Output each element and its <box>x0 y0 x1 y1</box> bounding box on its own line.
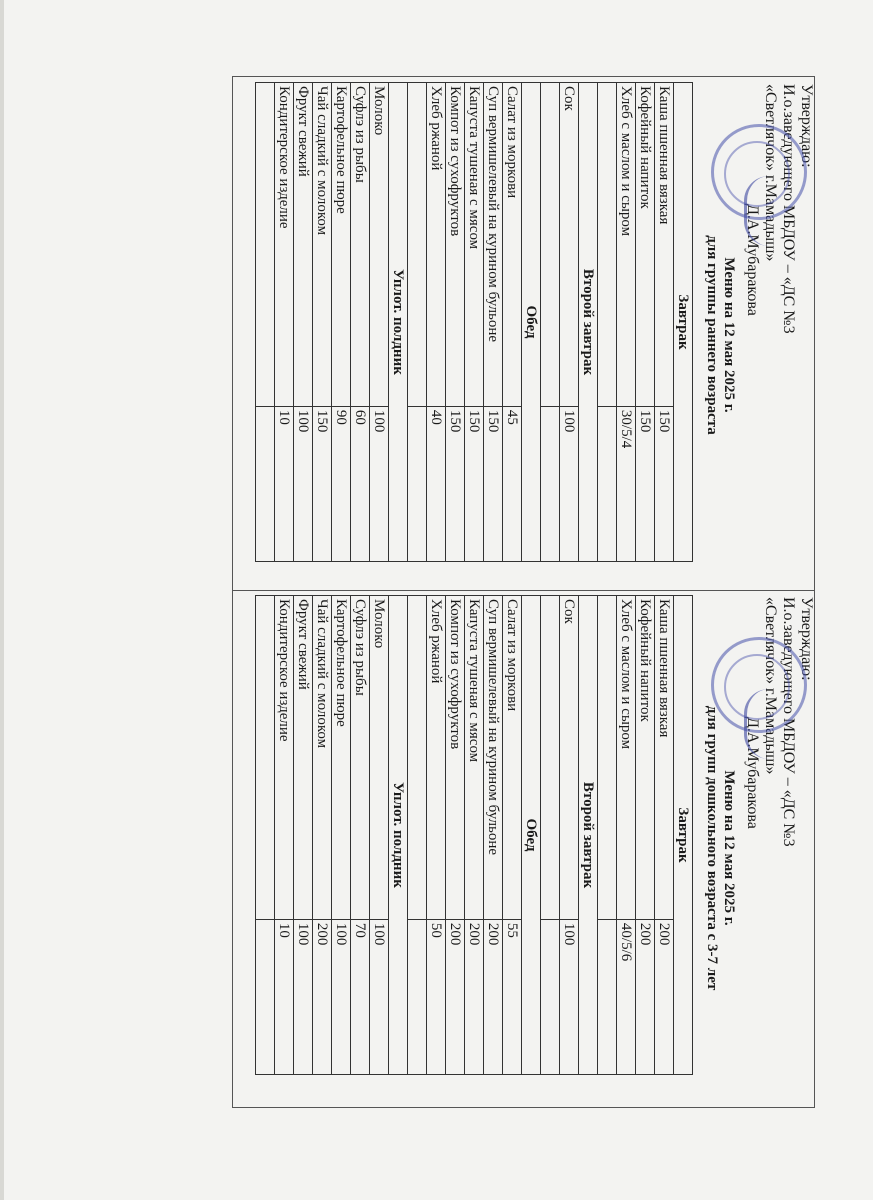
half-divider <box>232 590 815 591</box>
table-row <box>503 83 522 562</box>
dish-name: Молоко <box>370 596 389 920</box>
section-second-breakfast: Второй завтрак <box>579 596 598 1075</box>
dish-qty: 100 <box>332 919 351 1074</box>
table-row <box>655 596 674 1075</box>
section-header <box>579 83 598 562</box>
dish-name: Чай сладкий с молоком <box>313 83 332 407</box>
dish-name: Чай сладкий с молоком <box>313 596 332 920</box>
section-breakfast: Завтрак <box>674 596 693 1075</box>
dish-name: Хлеб ржаной <box>427 596 446 920</box>
table-row <box>465 83 484 562</box>
dish-qty: 100 <box>370 406 389 561</box>
section-header <box>579 596 598 1075</box>
dish-qty: 100 <box>294 406 313 561</box>
dish-name: Молоко <box>370 83 389 407</box>
dish-qty: 45 <box>503 406 522 561</box>
empty-cell <box>598 596 617 920</box>
empty-cell <box>256 406 275 561</box>
dish-qty: 55 <box>503 919 522 1074</box>
dish-name: Хлеб ржаной <box>427 83 446 407</box>
section-header <box>522 596 541 1075</box>
signature-icon <box>744 689 769 759</box>
empty-cell <box>408 919 427 1074</box>
empty-cell <box>598 83 617 407</box>
dish-qty: 100 <box>560 406 579 561</box>
dish-qty: 100 <box>560 919 579 1074</box>
table-row <box>636 596 655 1075</box>
dish-name: Кофейный напиток <box>636 83 655 407</box>
group-title: для группы раннего возраста <box>704 235 720 435</box>
empty-cell <box>541 919 560 1074</box>
section-header <box>522 83 541 562</box>
approval-heading: Утверждаю: <box>798 597 815 681</box>
empty-cell <box>408 596 427 920</box>
section-snack: Уплот. полдник <box>389 83 408 562</box>
dish-name: Кондитерское изделие <box>275 83 294 407</box>
dish-qty: 200 <box>465 919 484 1074</box>
dish-qty: 200 <box>655 919 674 1074</box>
table-row <box>275 596 294 1075</box>
table-row <box>617 596 636 1075</box>
dish-name: Картофельное пюре <box>332 83 351 407</box>
dish-qty: 150 <box>446 406 465 561</box>
empty-cell <box>541 596 560 920</box>
table-row <box>598 596 617 1075</box>
table-row <box>275 83 294 562</box>
dish-qty: 40/5/6 <box>617 919 636 1074</box>
dish-name: Суфлэ из рыбы <box>351 596 370 920</box>
table-row <box>332 83 351 562</box>
section-header <box>674 83 693 562</box>
table-row <box>256 83 275 562</box>
dish-name: Компот из сухофруктов <box>446 596 465 920</box>
dish-name: Суп вермишелевый на курином бульоне <box>484 83 503 407</box>
table-row <box>427 596 446 1075</box>
dish-qty: 150 <box>636 406 655 561</box>
dish-name: Компот из сухофруктов <box>446 83 465 407</box>
dish-qty: 200 <box>446 919 465 1074</box>
dish-name: Хлеб с маслом и сыром <box>617 83 636 407</box>
dish-qty: 200 <box>313 919 332 1074</box>
table-row <box>484 83 503 562</box>
dish-name: Фрукт свежий <box>294 83 313 407</box>
dish-qty: 70 <box>351 919 370 1074</box>
table-row <box>313 596 332 1075</box>
section-header <box>674 596 693 1075</box>
approval-heading: Утверждаю: <box>798 84 815 168</box>
dish-name: Капуста тушеная с мясом <box>465 596 484 920</box>
dish-qty: 50 <box>427 919 446 1074</box>
table-row <box>484 596 503 1075</box>
table-row <box>541 83 560 562</box>
section-header <box>389 83 408 562</box>
table-row <box>617 83 636 562</box>
table-row <box>294 83 313 562</box>
dish-name: Кофейный напиток <box>636 596 655 920</box>
dish-qty: 10 <box>275 919 294 1074</box>
table-row <box>503 596 522 1075</box>
menu-early-age <box>235 82 815 588</box>
dish-qty: 150 <box>465 406 484 561</box>
approval-organization: «Светлячок» г.Мамадыш» <box>762 84 779 262</box>
dish-qty: 10 <box>275 406 294 561</box>
page-edge <box>0 0 4 1200</box>
table-row <box>541 596 560 1075</box>
empty-cell <box>408 83 427 407</box>
empty-cell <box>598 406 617 561</box>
dish-name: Салат из моркови <box>503 596 522 920</box>
dish-qty: 150 <box>655 406 674 561</box>
dish-qty: 30/5/4 <box>617 406 636 561</box>
approval-position: И.о.заведующего МБДОУ – «ДС №3 <box>780 84 797 334</box>
menu-table <box>255 82 693 562</box>
dish-name: Сок <box>560 596 579 920</box>
dish-qty: 40 <box>427 406 446 561</box>
table-row <box>598 83 617 562</box>
table-row <box>313 83 332 562</box>
table-row <box>351 596 370 1075</box>
empty-cell <box>541 83 560 407</box>
approval-signatory: Д.А.Мубаракова <box>744 717 761 829</box>
dish-qty: 150 <box>313 406 332 561</box>
signature-icon <box>744 176 769 246</box>
dish-name: Салат из моркови <box>503 83 522 407</box>
menu-preschool-age <box>235 595 815 1101</box>
empty-cell <box>256 919 275 1074</box>
approval-block <box>743 597 815 1101</box>
empty-cell <box>541 406 560 561</box>
dish-qty: 100 <box>294 919 313 1074</box>
table-row <box>446 83 465 562</box>
section-snack: Уплот. полдник <box>389 596 408 1075</box>
table-row <box>655 83 674 562</box>
table-row <box>294 596 313 1075</box>
section-second-breakfast: Второй завтрак <box>579 83 598 562</box>
dish-name: Каша пшенная вязкая <box>655 596 674 920</box>
table-row <box>446 596 465 1075</box>
table-row <box>332 596 351 1075</box>
table-row <box>370 596 389 1075</box>
section-breakfast: Завтрак <box>674 83 693 562</box>
dish-name: Кондитерское изделие <box>275 596 294 920</box>
dish-qty: 90 <box>332 406 351 561</box>
table-row <box>560 83 579 562</box>
dish-name: Фрукт свежий <box>294 596 313 920</box>
empty-cell <box>256 83 275 407</box>
dish-name: Сок <box>560 83 579 407</box>
approval-block <box>743 84 815 588</box>
table-row <box>351 83 370 562</box>
table-row <box>408 83 427 562</box>
table-row <box>427 83 446 562</box>
dish-qty: 200 <box>484 919 503 1074</box>
approval-signatory: Д.А.Мубаракова <box>744 204 761 316</box>
table-row <box>408 596 427 1075</box>
table-row <box>636 83 655 562</box>
section-lunch: Обед <box>522 596 541 1075</box>
dish-name: Суфлэ из рыбы <box>351 83 370 407</box>
menu-table <box>255 595 693 1075</box>
empty-cell <box>408 406 427 561</box>
table-row <box>465 596 484 1075</box>
dish-qty: 200 <box>636 919 655 1074</box>
table-row <box>370 83 389 562</box>
dish-name: Каша пшенная вязкая <box>655 83 674 407</box>
dish-qty: 100 <box>370 919 389 1074</box>
dish-qty: 60 <box>351 406 370 561</box>
table-row <box>256 596 275 1075</box>
empty-cell <box>256 596 275 920</box>
table-row <box>560 596 579 1075</box>
dish-name: Картофельное пюре <box>332 596 351 920</box>
menu-title: Меню на 12 мая 2025 г. <box>721 257 737 413</box>
dish-name: Капуста тушеная с мясом <box>465 83 484 407</box>
approval-position: И.о.заведующего МБДОУ – «ДС №3 <box>780 597 797 847</box>
section-lunch: Обед <box>522 83 541 562</box>
dish-name: Суп вермишелевый на курином бульоне <box>484 596 503 920</box>
menu-title: Меню на 12 мая 2025 г. <box>721 770 737 926</box>
empty-cell <box>598 919 617 1074</box>
group-title: для групп дошкольного возраста с 3-7 лет <box>704 705 720 991</box>
approval-organization: «Светлячок» г.Мамадыш» <box>762 597 779 775</box>
section-header <box>389 596 408 1075</box>
dish-qty: 150 <box>484 406 503 561</box>
dish-name: Хлеб с маслом и сыром <box>617 596 636 920</box>
